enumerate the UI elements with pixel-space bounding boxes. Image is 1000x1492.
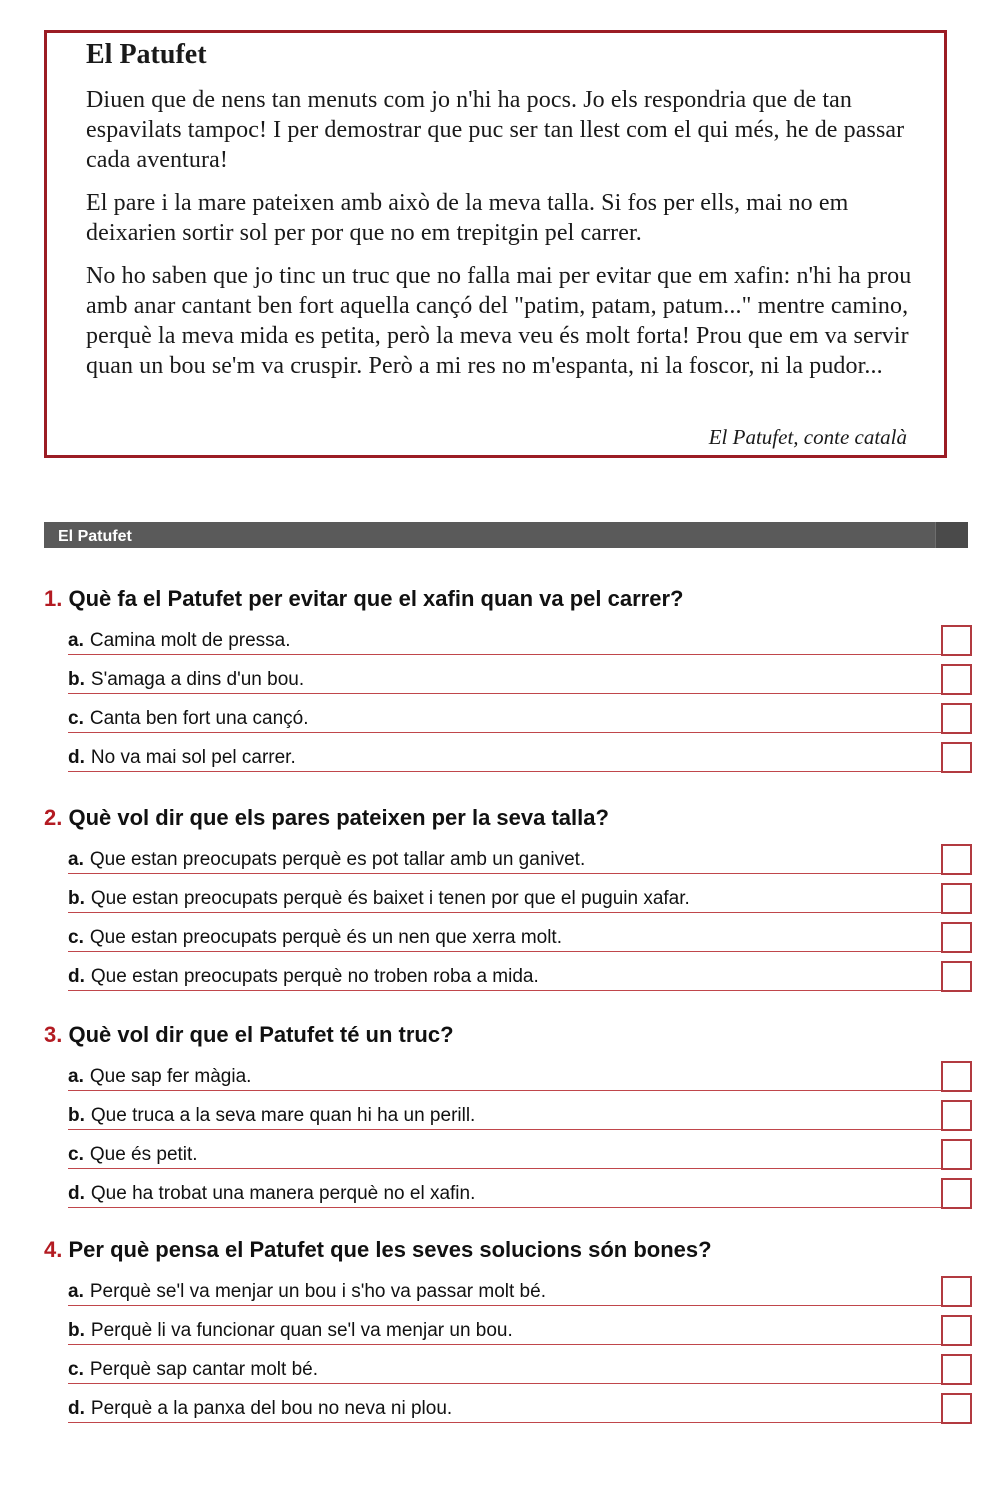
question-1 xyxy=(44,586,974,768)
option-letter: a. xyxy=(68,1066,84,1087)
question-title xyxy=(44,805,974,835)
question-number: 1. xyxy=(44,586,63,611)
option-text: Canta ben fort una cançó. xyxy=(89,708,309,729)
option-letter: a. xyxy=(68,849,84,870)
answer-rule xyxy=(68,1422,946,1424)
question-4 xyxy=(44,1237,974,1419)
checkbox-3b[interactable] xyxy=(941,1100,972,1131)
story-source: El Patufet, conte català xyxy=(708,425,907,449)
option-text: Que és petit. xyxy=(89,1144,198,1165)
option-1d[interactable] xyxy=(68,733,972,772)
question-title xyxy=(44,586,974,616)
story-paragraph-3: No ho saben que jo tinc un truc que no falla mai per evitar que em xafin: n'hi ha prou amb anar cantant ben fort aquella cançó del "patim, patam, patum..." mentre camino, perquè la meva mida es petita, però la meva veu és molt forta! Prou que em va servir quan un bou se'm va cruspir. Però a mi res no m'espanta, ni la foscor, ni la pudor... xyxy=(86,263,912,379)
option-text: No va mai sol pel carrer. xyxy=(90,747,296,768)
option-letter: b. xyxy=(68,669,85,690)
option-letter: c. xyxy=(68,708,84,729)
checkbox-4b[interactable] xyxy=(941,1315,972,1346)
question-number: 3. xyxy=(44,1022,63,1047)
question-number: 2. xyxy=(44,805,63,830)
option-2c[interactable] xyxy=(68,913,972,952)
option-2d[interactable] xyxy=(68,952,972,991)
section-title: El Patufet xyxy=(58,528,132,545)
checkbox-2c[interactable] xyxy=(941,922,972,953)
option-letter: d. xyxy=(68,966,85,987)
checkbox-1d[interactable] xyxy=(941,742,972,773)
option-text: Camina molt de pressa. xyxy=(89,630,291,651)
option-letter: c. xyxy=(68,1359,84,1380)
option-text: Que estan preocupats perquè no troben roba a mida. xyxy=(90,966,539,987)
option-2a[interactable] xyxy=(68,835,972,874)
option-text: Perquè se'l va menjar un bou i s'ho va passar molt bé. xyxy=(89,1281,546,1302)
option-text: Que ha trobat una manera perquè no el xafin. xyxy=(90,1183,476,1204)
checkbox-4c[interactable] xyxy=(941,1354,972,1385)
answer-rule xyxy=(68,1207,946,1209)
option-1b[interactable] xyxy=(68,655,972,694)
checkbox-2b[interactable] xyxy=(941,883,972,914)
question-text: Per què pensa el Patufet que les seves solucions són bones? xyxy=(68,1237,712,1262)
question-title xyxy=(44,1022,974,1052)
option-4c[interactable] xyxy=(68,1345,972,1384)
option-letter: a. xyxy=(68,630,84,651)
checkbox-3d[interactable] xyxy=(941,1178,972,1209)
story-paragraph-2: El pare i la mare pateixen amb això de la meva talla. Si fos per ells, mai no em deixarien sortir sol per por que no em trepitgin pel carrer. xyxy=(86,190,849,246)
option-letter: a. xyxy=(68,1281,84,1302)
option-3d[interactable] xyxy=(68,1169,972,1208)
checkbox-4d[interactable] xyxy=(941,1393,972,1424)
checkbox-1b[interactable] xyxy=(941,664,972,695)
checkbox-2d[interactable] xyxy=(941,961,972,992)
option-letter: d. xyxy=(68,1183,85,1204)
answer-rule xyxy=(68,771,946,773)
checkbox-4a[interactable] xyxy=(941,1276,972,1307)
story-title: El Patufet xyxy=(86,39,207,70)
section-header xyxy=(44,522,968,548)
option-letter: c. xyxy=(68,1144,84,1165)
option-letter: d. xyxy=(68,1398,85,1419)
checkbox-3a[interactable] xyxy=(941,1061,972,1092)
checkbox-2a[interactable] xyxy=(941,844,972,875)
option-1c[interactable] xyxy=(68,694,972,733)
option-text: Perquè sap cantar molt bé. xyxy=(89,1359,318,1380)
option-text: Que truca a la seva mare quan hi ha un perill. xyxy=(90,1105,476,1126)
option-text: Que estan preocupats perquè es pot tallar amb un ganivet. xyxy=(89,849,586,870)
option-text: Que sap fer màgia. xyxy=(89,1066,252,1087)
option-text: S'amaga a dins d'un bou. xyxy=(90,669,305,690)
answer-rule xyxy=(68,990,946,992)
checkbox-3c[interactable] xyxy=(941,1139,972,1170)
question-title xyxy=(44,1237,974,1267)
question-text: Què vol dir que els pares pateixen per la seva talla? xyxy=(68,805,609,830)
option-letter: b. xyxy=(68,1320,85,1341)
section-header-end xyxy=(935,522,968,548)
option-1a[interactable] xyxy=(68,616,972,655)
option-letter: b. xyxy=(68,1105,85,1126)
checkbox-1a[interactable] xyxy=(941,625,972,656)
question-text: Què fa el Patufet per evitar que el xafin quan va pel carrer? xyxy=(68,586,684,611)
question-3 xyxy=(44,1022,974,1204)
question-number: 4. xyxy=(44,1237,63,1262)
question-text: Què vol dir que el Patufet té un truc? xyxy=(68,1022,454,1047)
option-4a[interactable] xyxy=(68,1267,972,1306)
option-text: Que estan preocupats perquè és un nen que xerra molt. xyxy=(89,927,562,948)
checkbox-1c[interactable] xyxy=(941,703,972,734)
option-2b[interactable] xyxy=(68,874,972,913)
option-letter: c. xyxy=(68,927,84,948)
option-text: Que estan preocupats perquè és baixet i tenen por que el puguin xafar. xyxy=(90,888,690,909)
option-text: Perquè li va funcionar quan se'l va menjar un bou. xyxy=(90,1320,513,1341)
option-4d[interactable] xyxy=(68,1384,972,1423)
option-3b[interactable] xyxy=(68,1091,972,1130)
story-paragraph-1: Diuen que de nens tan menuts com jo n'hi ha pocs. Jo els respondria que de tan espavilats tampoc! I per demostrar que puc ser tan llest com el qui més, he de passar cada aventura! xyxy=(86,87,905,173)
option-3a[interactable] xyxy=(68,1052,972,1091)
option-letter: d. xyxy=(68,747,85,768)
option-3c[interactable] xyxy=(68,1130,972,1169)
question-2 xyxy=(44,805,974,987)
story-box xyxy=(44,30,947,458)
option-text: Perquè a la panxa del bou no neva ni plou. xyxy=(90,1398,453,1419)
option-4b[interactable] xyxy=(68,1306,972,1345)
option-letter: b. xyxy=(68,888,85,909)
